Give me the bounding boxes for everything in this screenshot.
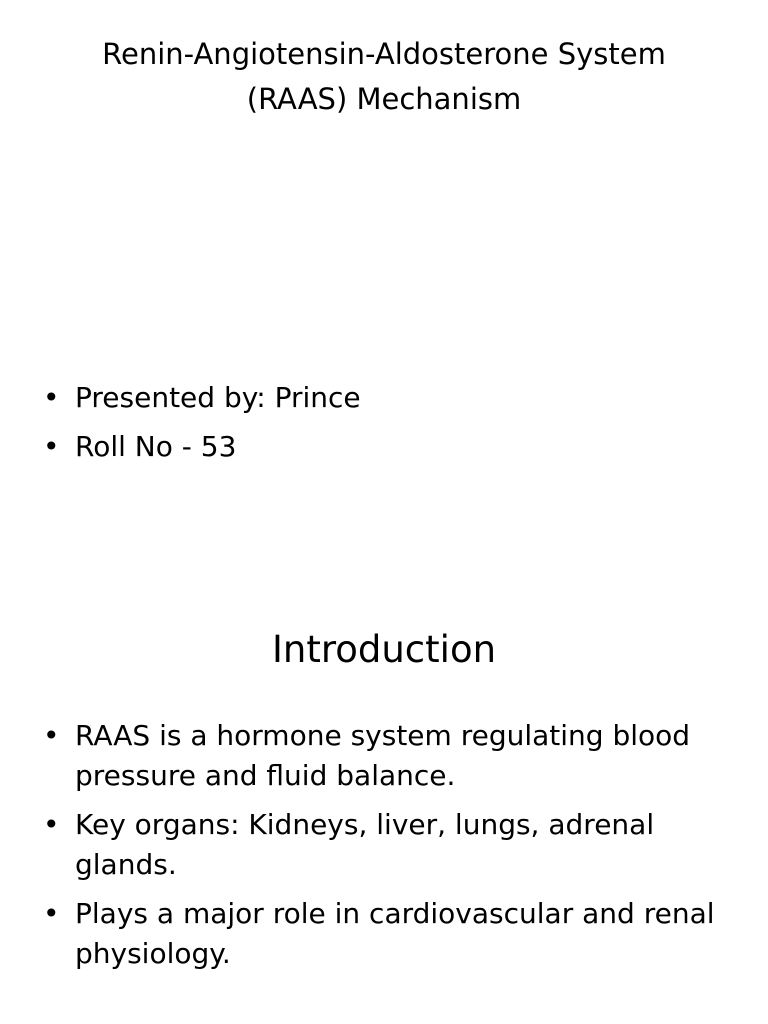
- bullet-icon: •: [43, 897, 60, 930]
- list-item: [40, 716, 720, 796]
- slide-heading: Introduction: [271, 628, 497, 671]
- bullet-icon: •: [43, 719, 60, 752]
- list-item: [40, 894, 720, 974]
- list-item-text: Plays a major role in cardiovascular and renal physiology.: [75, 897, 715, 970]
- list-item: [40, 427, 720, 467]
- slide-title: [40, 32, 728, 122]
- slide-title-line-2: (RAAS) Mechanism: [246, 82, 522, 116]
- list-item: [40, 378, 720, 418]
- bullet-icon: •: [43, 381, 60, 414]
- presenter-name: Presented by: Prince: [75, 381, 361, 414]
- roll-number: Roll No - 53: [75, 430, 237, 463]
- list-item-text: Key organs: Kidneys, liver, lungs, adrenal glands.: [75, 808, 655, 881]
- list-item: [40, 805, 720, 885]
- introduction-slide: [0, 512, 768, 1024]
- presenter-info-list: [40, 378, 720, 476]
- bullet-icon: •: [43, 430, 60, 463]
- list-item-text: RAAS is a hormone system regulating blood pressure and fluid balance.: [75, 719, 691, 792]
- slide-title-line-1: Renin-Angiotensin-Aldosterone System: [102, 37, 666, 71]
- bullet-icon: •: [43, 808, 60, 841]
- introduction-list: [40, 716, 720, 983]
